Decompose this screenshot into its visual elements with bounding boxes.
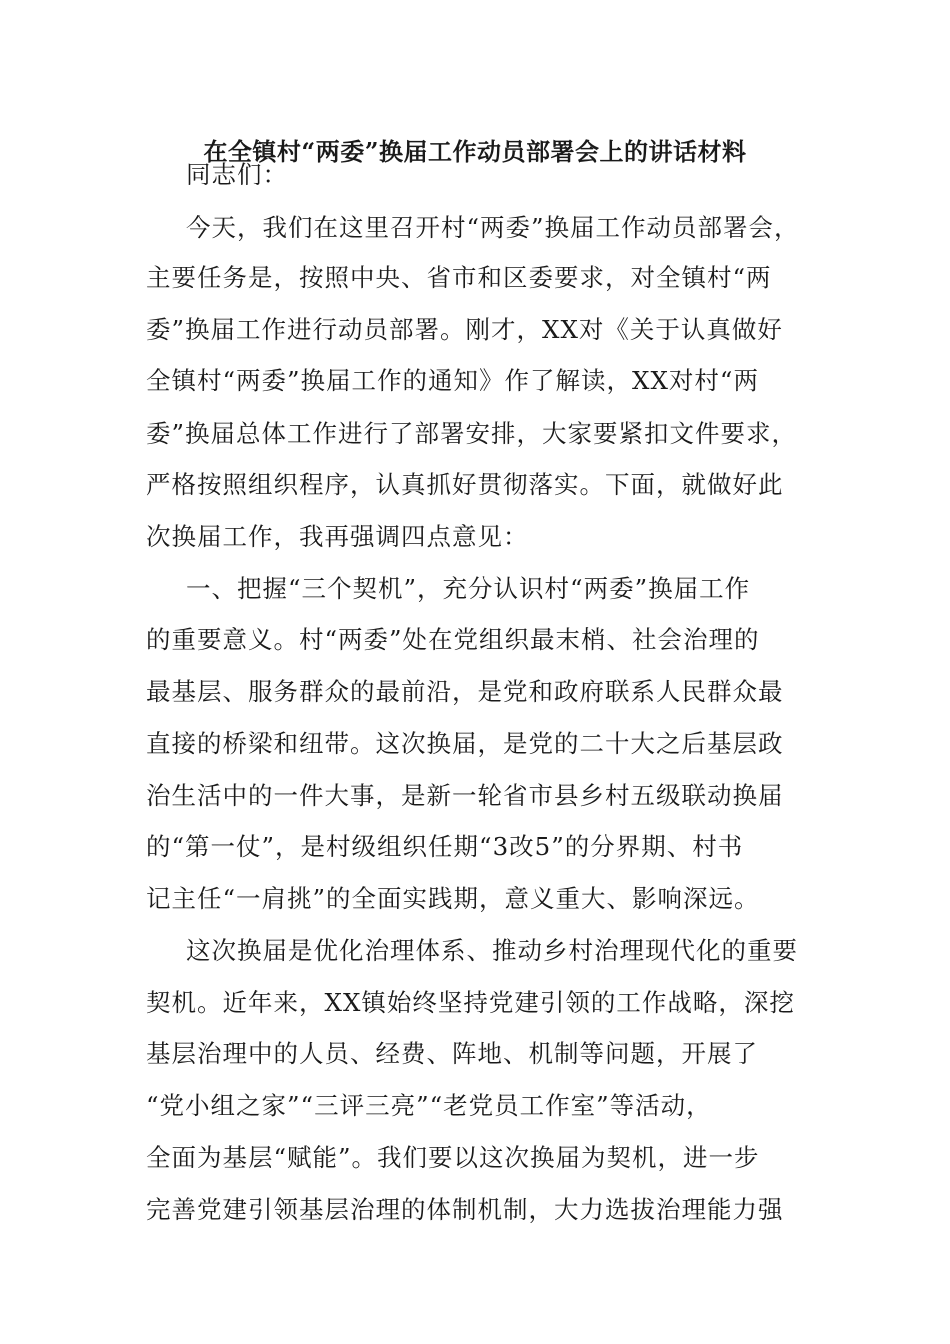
paragraph-line: 全面为基层“赋能”。我们要以这次换届为契机，进一步 bbox=[146, 1143, 760, 1172]
paragraph-line: 的重要意义。村“两委”处在党组织最末梢、社会治理的 bbox=[146, 625, 760, 654]
paragraph-line: 委”换届工作进行动员部署。刚才，XX对《关于认真做好 bbox=[146, 315, 783, 344]
paragraph-line: 基层治理中的人员、经费、阵地、机制等问题，开展了 bbox=[146, 1039, 758, 1068]
paragraph-line: “党小组之家”“三评三亮”“老党员工作室”等活动， bbox=[146, 1091, 712, 1120]
paragraph-line: 严格按照组织程序，认真抓好贯彻落实。下面，就做好此 bbox=[146, 470, 784, 499]
document-title: 在全镇村“两委”换届工作动员部署会上的讲话材料 bbox=[203, 137, 747, 166]
paragraph-line: 最基层、服务群众的最前沿，是党和政府联系人民群众最 bbox=[146, 677, 784, 706]
paragraph-line: 直接的桥梁和纽带。这次换届，是党的二十大之后基层政 bbox=[146, 729, 784, 758]
paragraph-line: 完善党建引领基层治理的体制机制，大力选拔治理能力强 bbox=[146, 1195, 784, 1224]
paragraph-line: 全镇村“两委”换届工作的通知》作了解读，XX对村“两 bbox=[146, 366, 759, 395]
paragraph-line: 契机。近年来，XX镇始终坚持党建引领的工作战略，深挖 bbox=[146, 988, 795, 1017]
paragraph-line: 的“第一仗”，是村级组织任期“3改5”的分界期、村书 bbox=[146, 832, 744, 861]
paragraph-line: 治生活中的一件大事，是新一轮省市县乡村五级联动换届 bbox=[146, 781, 784, 810]
section-heading-line: 一、把握“三个契机”，充分认识村“两委”换届工作 bbox=[186, 574, 751, 603]
paragraph-line: 次换届工作，我再强调四点意见： bbox=[146, 522, 529, 551]
paragraph-line: 同志们： bbox=[186, 160, 288, 189]
paragraph-line: 主要任务是，按照中央、省市和区委要求，对全镇村“两 bbox=[146, 263, 772, 292]
paragraph-line: 今天，我们在这里召开村“两委”换届工作动员部署会， bbox=[186, 213, 800, 242]
paragraph-line: 这次换届是优化治理体系、推动乡村治理现代化的重要 bbox=[186, 936, 798, 965]
paragraph-line: 委”换届总体工作进行了部署安排，大家要紧扣文件要求， bbox=[146, 419, 798, 448]
paragraph-line: 记主任“一肩挑”的全面实践期，意义重大、影响深远。 bbox=[146, 884, 760, 913]
